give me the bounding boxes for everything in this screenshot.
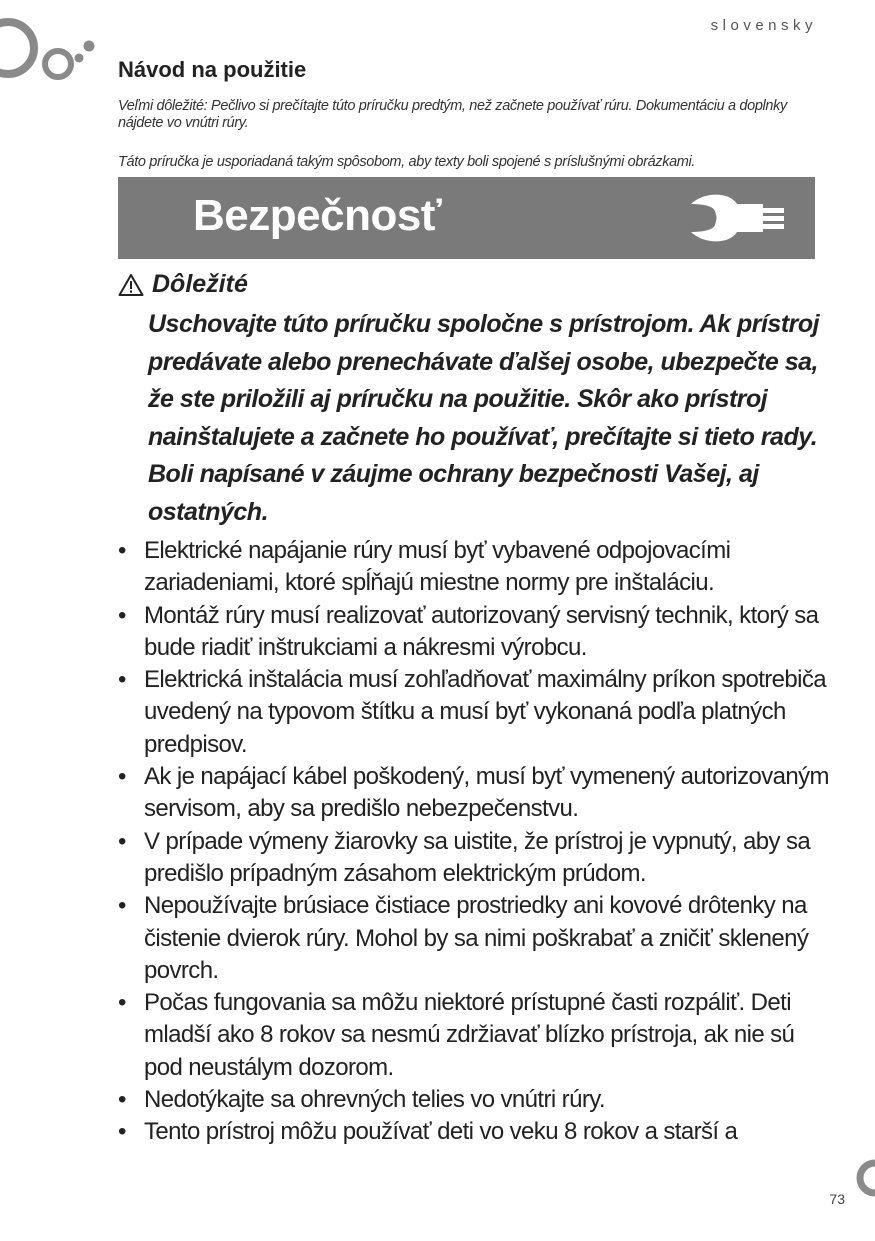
intro-note: Táto príručka je usporiadaná takým spôsobom, aby texty boli spojené s príslušnými obrázkami.	[118, 154, 696, 170]
section-banner	[118, 177, 815, 259]
list-item: • Nedotýkajte sa ohrevných telies vo vnútri rúry.	[118, 1084, 838, 1116]
section-title: Bezpečnosť	[193, 191, 442, 240]
list-item: • Tento prístroj môžu používať deti vo veku 8 rokov a starší a	[118, 1116, 838, 1148]
list-item: • Počas fungovania sa môžu niektoré prístupné časti rozpáliť. Deti mladší ako 8 rokov sa nesmú zdržiavať blízko prístroja, ak nie sú pod neustálym dozorom.	[118, 987, 838, 1084]
page-number: 73	[829, 1191, 845, 1207]
important-heading	[118, 270, 248, 299]
corner-circle-logo	[845, 1158, 875, 1198]
list-item: • Elektrické napájanie rúry musí byť vybavené odpojovacími zariadeniami, ktoré spĺňajú miestne normy pre inštaláciu.	[118, 535, 838, 600]
list-item: • V prípade výmeny žiarovky sa uistite, že prístroj je vypnutý, aby sa predišlo prípadným zásahom elektrickým prúdom.	[118, 826, 838, 891]
list-item: • Elektrická inštalácia musí zohľadňovať maximálny príkon spotrebiča uvedený na typovom štítku a musí byť vykonaná podľa platných predpisov.	[118, 664, 838, 761]
language-label: slovensky	[710, 17, 817, 34]
important-label: Dôležité	[152, 270, 248, 298]
list-item: • Ak je napájací kábel poškodený, musí byť vymenený autorizovaným servisom, aby sa predišlo nebezpečenstvu.	[118, 761, 838, 826]
safety-list	[118, 535, 838, 1149]
list-item: • Montáž rúry musí realizovať autorizovaný servisný technik, ktorý sa bude riadiť inštrukciami a nákresmi výrobcu.	[118, 600, 838, 665]
brand-circles-logo	[0, 18, 100, 98]
wrench-icon	[689, 191, 789, 245]
list-item: • Nepoužívajte brúsiace čistiace prostriedky ani kovové drôtenky na čistenie dvierok rúry. Mohol by sa nimi poškrabať a zničiť sklenený povrch.	[118, 890, 838, 987]
page-title: Návod na použitie	[118, 57, 307, 82]
warning-triangle-icon	[118, 273, 144, 297]
intro-paragraph: Veľmi dôležité: Pečlivo si prečítajte túto príručku predtým, než začnete používať rúru. Dokumentáciu a doplnky nájdete vo vnútri rúry.	[118, 98, 787, 131]
important-text: Uschovajte túto príručku spoločne s prístrojom. Ak prístroj predávate alebo prenechávate ďalšej osobe, ubezpečte sa, že ste priložili aj príručku na použitie. Skôr ako prístroj nainštalujete a začnete ho používať, prečítajte si tieto rady. Boli napísané v záujme ochrany bezpečnosti Vašej, aj ostatných.	[148, 310, 820, 526]
